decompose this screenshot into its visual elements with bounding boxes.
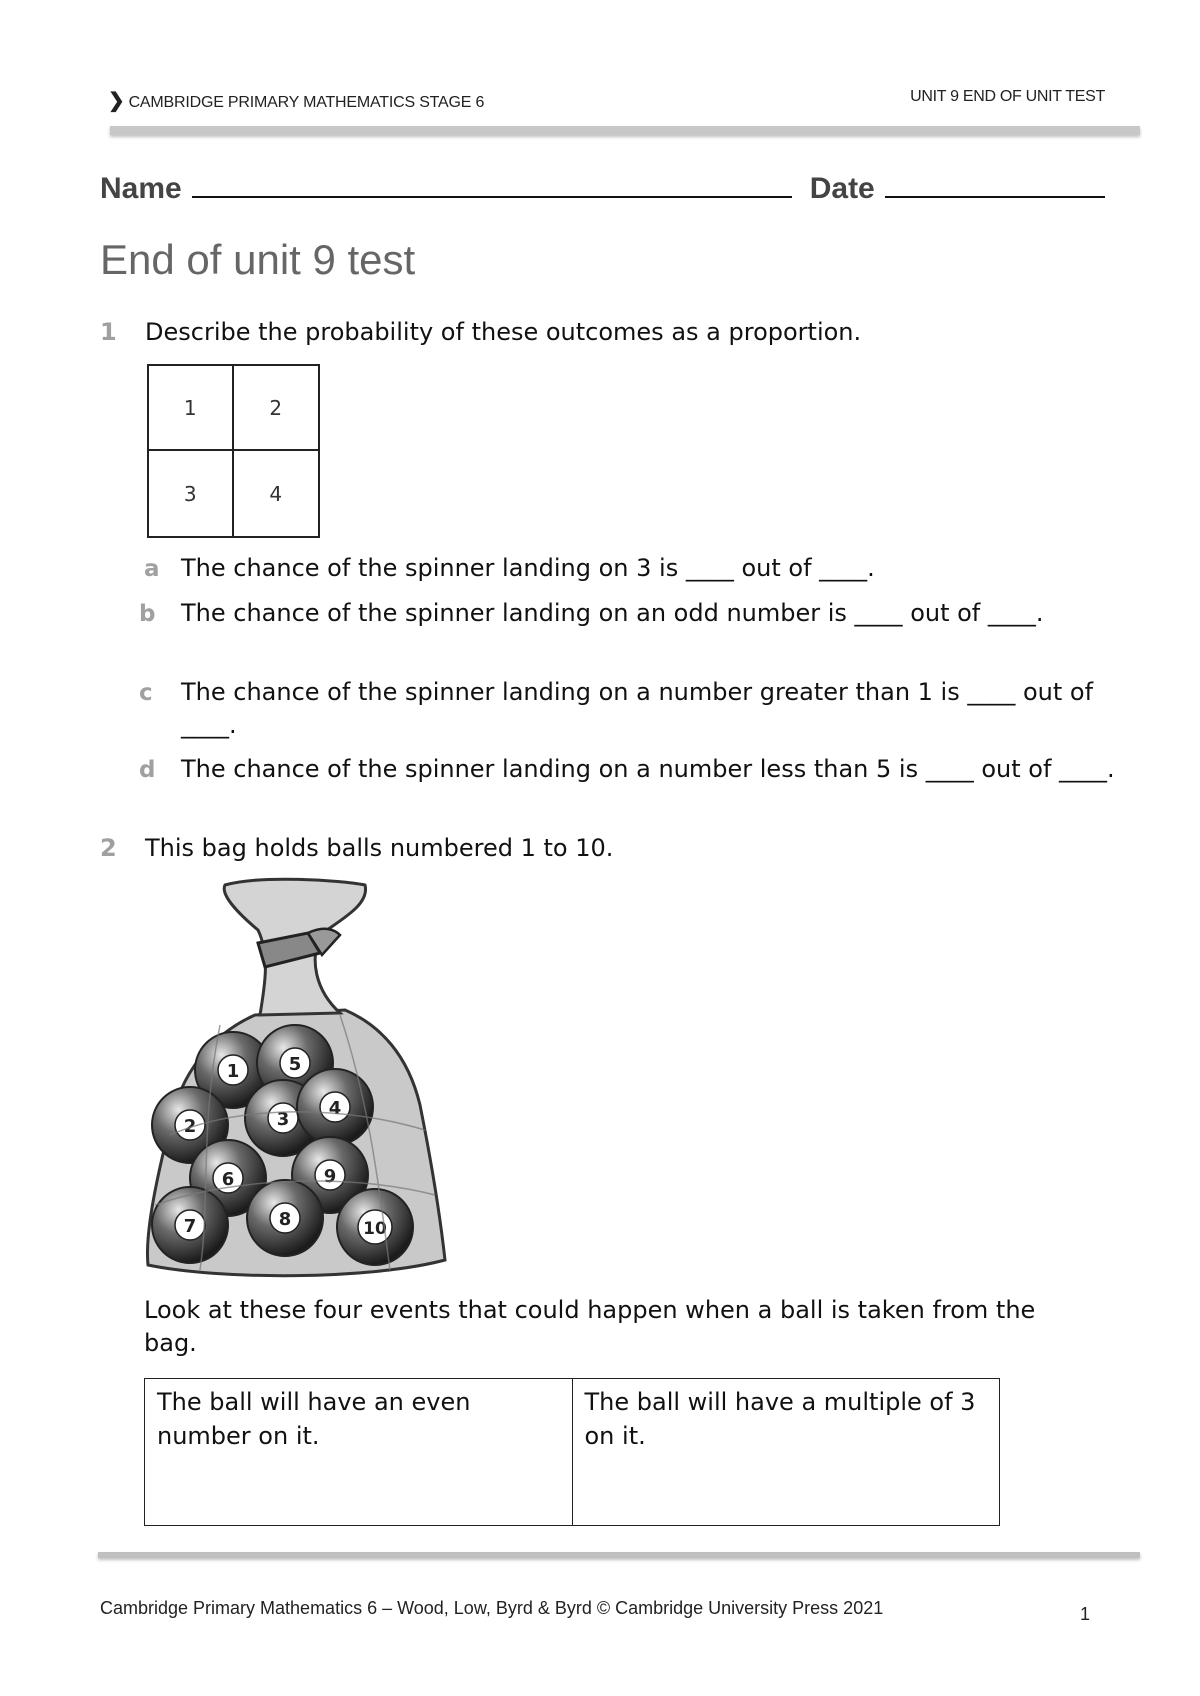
name-label: Name — [100, 172, 182, 205]
ball-number: 1 — [226, 1061, 240, 1082]
part-d-text: The chance of the spinner landing on a number less than 5 is ____ out of ____. — [181, 755, 1115, 783]
part-d-label: d — [139, 757, 156, 783]
ball-number: 5 — [288, 1054, 302, 1075]
ball-number: 9 — [323, 1166, 337, 1187]
event-cell — [572, 1379, 1000, 1525]
spinner-cell: 4 — [269, 481, 283, 506]
event-text: on it. — [584, 1422, 646, 1450]
question-1-number: 1 — [100, 318, 117, 346]
ball — [337, 1189, 413, 1265]
ball — [297, 1069, 373, 1145]
ball-bag-illustration — [140, 875, 460, 1285]
footer-divider — [98, 1552, 1140, 1558]
date-field[interactable] — [885, 166, 1105, 198]
spinner-grid — [147, 364, 320, 538]
ball-number: 2 — [183, 1116, 197, 1137]
spinner-cell: 1 — [149, 366, 234, 451]
ball-number: 3 — [276, 1109, 290, 1130]
question-2-number: 2 — [100, 834, 117, 862]
event-text: The ball will have a multiple of 3 — [584, 1388, 976, 1416]
header-series-title: CAMBRIDGE PRIMARY MATHEMATICS STAGE 6 — [128, 94, 485, 111]
name-date-row — [100, 166, 1115, 206]
events-table — [144, 1378, 1000, 1526]
part-b-text: The chance of the spinner landing on an odd number is ____ out of ____. — [181, 599, 1044, 627]
page-number: 1 — [1080, 1604, 1091, 1624]
header-divider — [110, 126, 1140, 135]
ball-number: 4 — [328, 1098, 342, 1119]
events-intro: Look at these four events that could happen when a ball is taken from the bag. — [144, 1296, 1036, 1357]
ball — [152, 1187, 228, 1263]
name-field[interactable] — [192, 166, 792, 198]
page-title: End of unit 9 test — [100, 236, 416, 283]
spinner-cell: 2 — [234, 366, 319, 451]
part-c-label: c — [139, 680, 153, 706]
ball-number: 6 — [221, 1169, 235, 1190]
footer-copyright: Cambridge Primary Mathematics 6 – Wood, Low, Byrd & Byrd © Cambridge University Press 2021 — [100, 1598, 884, 1618]
part-c-text: The chance of the spinner landing on a number greater than 1 is ____ out of ____. — [181, 678, 1094, 739]
part-b-label: b — [139, 601, 156, 627]
question-1-text: Describe the probability of these outcomes as a proportion. — [145, 318, 862, 346]
ball-number: 7 — [183, 1216, 197, 1237]
event-text: The ball will have an even number on it. — [157, 1388, 471, 1450]
spinner-cell: 3 — [149, 451, 234, 536]
date-label: Date — [809, 172, 875, 205]
running-header-right: UNIT 9 END OF UNIT TEST — [910, 88, 1105, 105]
chevron-right-icon: ❯ — [108, 90, 125, 112]
part-a-text: The chance of the spinner landing on 3 is ____ out of ____. — [181, 554, 875, 582]
question-2-text: This bag holds balls numbered 1 to 10. — [145, 834, 614, 862]
event-cell — [145, 1379, 572, 1525]
ball-number: 10 — [363, 1219, 387, 1239]
ball-number: 8 — [278, 1209, 292, 1230]
running-header-left — [108, 88, 484, 113]
part-a-label: a — [144, 556, 160, 582]
ball — [247, 1180, 323, 1256]
